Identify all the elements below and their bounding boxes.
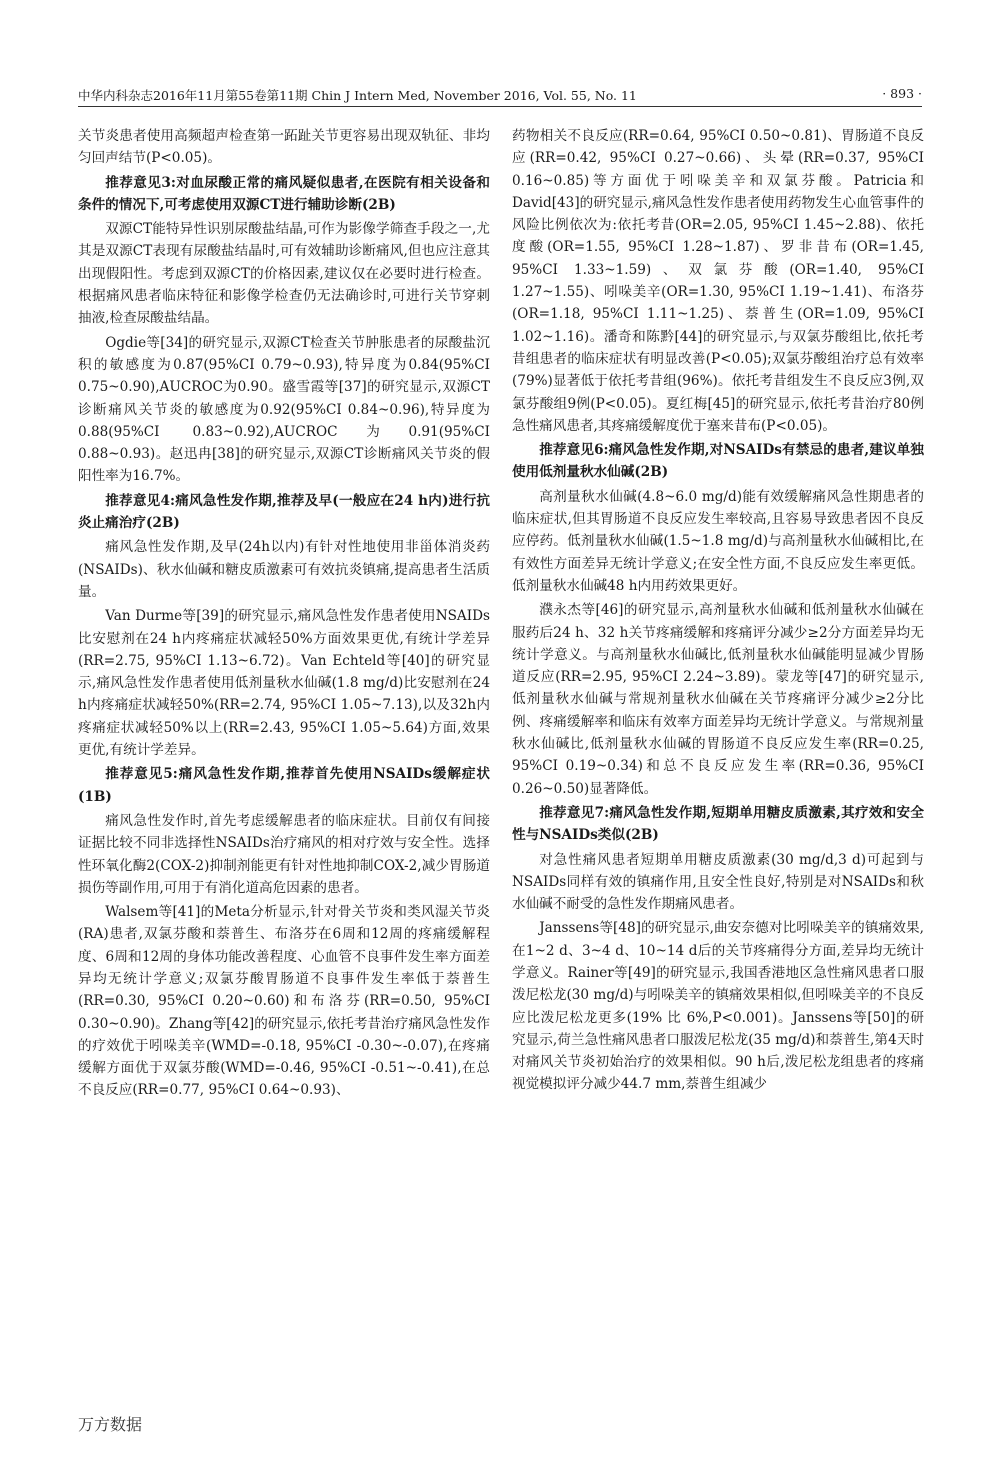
right-column — [512, 125, 924, 1098]
paragraph: Walsem等[41]的Meta分析显示,针对骨关节炎和类风湿关节炎(RA)患者,双氯芬酸和萘普生、布洛芬在6周和12周的疼痛缓解程度、6周和12周的身体功能改善程度、心血管不良事件发生率方面差异均无统计学意义;双氯芬酸胃肠道不良事件发生率低于萘普生(RR=0.30, 95%CI 0.20~0.60)和布洛芬(RR=0.50, 95%CI 0.30~0.90)。Zhang等[42]的研究显示,依托考昔治疗痛风急性发作的疗效优于吲哚美辛(WMD=-0.18, 95%CI -0.30~-0.07),在疼痛缓解方面优于双氯芬酸(WMD=-0.46, 95%CI -0.51~-0.41),在总不良反应(RR=0.77, 95%CI 0.64~0.93)、 — [78, 904, 490, 1099]
recommendation-heading: 推荐意见5:痛风急性发作期,推荐首先使用NSAIDs缓解症状(1B) — [78, 766, 490, 805]
paragraph: Ogdie等[34]的研究显示,双源CT检查关节肿胀患者的尿酸盐沉积的敏感度为0.87(95%CI 0.79~0.93),特异度为0.84(95%CI 0.75~0.90),AUCROC为0.90。盛雪霞等[37]的研究显示,双源CT诊断痛风关节炎的敏感度为0.92(95%CI 0.84~0.96),特异度为0.88(95%CI 0.83~0.92),AUCROC为0.91(95%CI 0.88~0.93)。赵迅冉[38]的研究显示,双源CT诊断痛风关节炎的假阳性率为16.7%。 — [78, 334, 490, 485]
paragraph: 对急性痛风患者短期单用糖皮质激素(30 mg/d,3 d)可起到与NSAIDs同样有效的镇痛作用,且安全性良好,特别是对NSAIDs和秋水仙碱不耐受的急性发作期痛风患者。 — [512, 851, 924, 913]
paragraph: 濮永杰等[46]的研究显示,高剂量秋水仙碱和低剂量秋水仙碱在服药后24 h、32 h关节疼痛缓解和疼痛评分减少≥2分方面差异均无统计学意义。与高剂量秋水仙碱比,低剂量秋水仙碱能明显减少胃肠道反应(RR=2.95, 95%CI 2.24~3.89)。蒙龙等[47]的研究显示,低剂量秋水仙碱与常规剂量秋水仙碱在关节疼痛评分减少≥2分比例、疼痛缓解率和临床有效率方面差异均无统计学意义。与常规剂量秋水仙碱比,低剂量秋水仙碱的胃肠道不良反应发生率(RR=0.25, 95%CI 0.19~0.34)和总不良反应发生率(RR=0.36, 95%CI 0.26~0.50)显著降低。 — [512, 602, 924, 797]
paragraph: 关节炎患者使用高频超声检查第一跖趾关节更容易出现双轨征、非均匀回声结节(P<0.05)。 — [78, 128, 490, 167]
running-header — [78, 84, 922, 107]
paragraph: Janssens等[48]的研究显示,曲安奈德对比吲哚美辛的镇痛效果,在1~2 d、3~4 d、10~14 d后的关节疼痛得分方面,差异均无统计学意义。Rainer等[49]的研究显示,我国香港地区急性痛风患者口服泼尼松龙(30 mg/d)与吲哚美辛的镇痛效果相似,但吲哚美辛的不良反应比泼尼松龙更多(19% 比 6%,P<0.001)。Janssens等[50]的研究显示,荷兰急性痛风患者口服泼尼松龙(35 mg/d)和萘普生,第4天时对痛风关节炎初始治疗的效果相似。90 h后,泼尼松龙组患者的疼痛视觉模拟评分减少44.7 mm,萘普生组减少 — [512, 920, 924, 1093]
page-number: · 893 · — [882, 86, 922, 101]
left-column — [78, 125, 490, 1104]
paragraph: Van Durme等[39]的研究显示,痛风急性发作患者使用NSAIDs比安慰剂在24 h内疼痛症状减轻50%方面效果更优,有统计学差异(RR=2.75, 95%CI 1.13~6.72)。Van Echteld等[40]的研究显示,痛风急性发作患者使用低剂量秋水仙碱(1.8 mg/d)比安慰剂在24 h内疼痛症状减轻50%(RR=2.74, 95%CI 1.05~7.13),以及32h内疼痛症状减轻50%以上(RR=2.43, 95%CI 1.05~5.64)方面,效果更优,有统计学差异。 — [78, 608, 490, 759]
paragraph: 药物相关不良反应(RR=0.64, 95%CI 0.50~0.81)、胃肠道不良反应(RR=0.42, 95%CI 0.27~0.66)、头晕(RR=0.37, 95%CI 0.16~0.85)等方面优于吲哚美辛和双氯芬酸。Patricia和David[43]的研究显示,痛风急性发作患者使用药物发生心血管事件的风险比例依次为:依托考昔(OR=2.05, 95%CI 1.45~2.88)、依托度酸(OR=1.55, 95%CI 1.28~1.87)、罗非昔布(OR=1.45, 95%CI 1.33~1.59)、双氯芬酸(OR=1.40, 95%CI 1.27~1.55)、吲哚美辛(OR=1.30, 95%CI 1.19~1.41)、布洛芬(OR=1.18, 95%CI 1.11~1.25)、萘普生(OR=1.09, 95%CI 1.02~1.16)。潘奇和陈黔[44]的研究显示,与双氯芬酸组比,依托考昔组患者的临床症状有明显改善(P<0.05);双氯芬酸组治疗总有效率(79%)显著低于依托考昔组(96%)。依托考昔组发生不良反应3例,双氯芬酸组9例(P<0.05)。夏红梅[45]的研究显示,依托考昔治疗80例急性痛风患者,其疼痛缓解度优于塞来昔布(P<0.05)。 — [512, 128, 924, 434]
paragraph: 高剂量秋水仙碱(4.8~6.0 mg/d)能有效缓解痛风急性期患者的临床症状,但其胃肠道不良反应发生率较高,且容易导致患者因不良反应停药。低剂量秋水仙碱(1.5~1.8 mg/d)与高剂量秋水仙碱相比,在有效性方面差异无统计学意义;在安全性方面,不良反应发生率更低。低剂量秋水仙碱48 h内用药效果更好。 — [512, 488, 924, 594]
paragraph: 痛风急性发作期,及早(24h以内)有针对性地使用非甾体消炎药(NSAIDs)、秋水仙碱和糖皮质激素可有效抗炎镇痛,提高患者生活质量。 — [78, 539, 490, 600]
journal-citation: 中华内科杂志2016年11月第55卷第11期 Chin J Intern Med, November 2016, Vol. 55, No. 11 — [78, 88, 637, 103]
recommendation-heading: 推荐意见7:痛风急性发作期,短期单用糖皮质激素,其疗效和安全性与NSAIDs类似(2B) — [512, 804, 924, 844]
watermark-footer: 万方数据 — [78, 1415, 143, 1434]
recommendation-heading: 推荐意见6:痛风急性发作期,对NSAIDs有禁忌的患者,建议单独使用低剂量秋水仙碱(2B) — [512, 442, 924, 481]
paragraph: 痛风急性发作时,首先考虑缓解患者的临床症状。目前仅有间接证据比较不同非选择性NSAIDs治疗痛风的相对疗效与安全性。选择性环氧化酶2(COX-2)抑制剂能更有针对性地抑制COX-2,减少胃肠道损伤等副作用,可用于有消化道高危因素的患者。 — [78, 812, 490, 896]
paragraph: 双源CT能特异性识别尿酸盐结晶,可作为影像学筛查手段之一,尤其是双源CT表现有尿酸盐结晶时,可有效辅助诊断痛风,但也应注意其出现假阳性。考虑到双源CT的价格因素,建议仅在必要时进行检查。根据痛风患者临床特征和影像学检查仍无法确诊时,可进行关节穿刺抽液,检查尿酸盐结晶。 — [78, 221, 490, 327]
recommendation-heading: 推荐意见3:对血尿酸正常的痛风疑似患者,在医院有相关设备和条件的情况下,可考虑使用双源CT进行辅助诊断(2B) — [78, 174, 490, 213]
recommendation-heading: 推荐意见4:痛风急性发作期,推荐及早(一般应在24 h内)进行抗炎止痛治疗(2B) — [78, 492, 490, 532]
